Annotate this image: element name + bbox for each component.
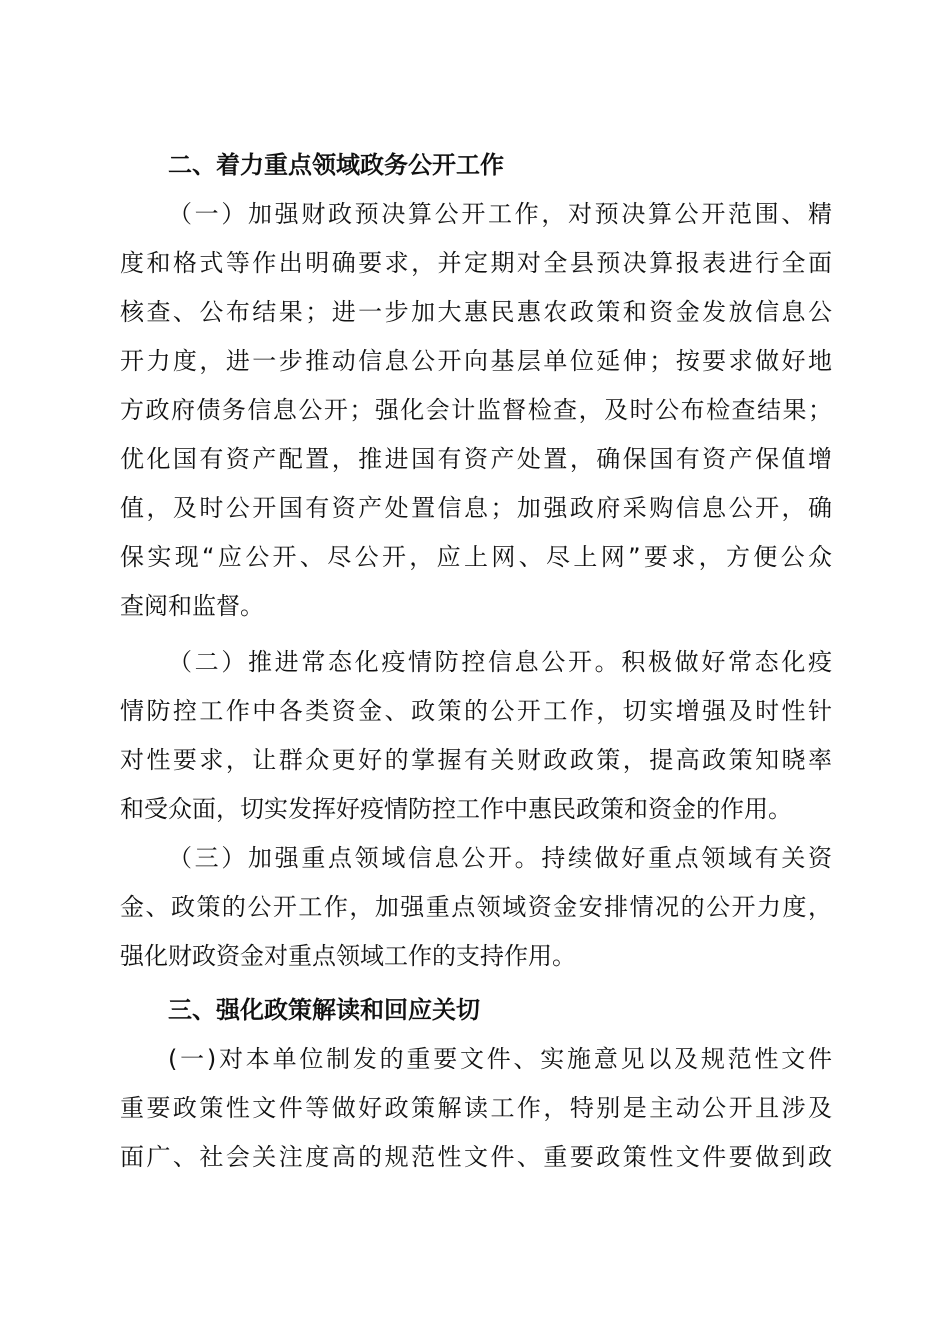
paragraph-line: 方政府债务信息公开；强化会计监督检查，及时公布检查结果； (120, 396, 832, 424)
section-heading-3: 三、强化政策解读和回应关切 (168, 996, 480, 1024)
paragraph-line: 情防控工作中各类资金、政策的公开工作，切实增强及时性针 (120, 697, 832, 725)
paragraph-line: （二）推进常态化疫情防控信息公开。积极做好常态化疫 (168, 648, 832, 676)
paragraph-line: 面广、社会关注度高的规范性文件、重要政策性文件要做到政 (120, 1143, 832, 1171)
paragraph-line: 金、政策的公开工作，加强重点领域资金安排情况的公开力度， (120, 893, 832, 921)
paragraph-line: 值，及时公开国有资产处置信息；加强政府采购信息公开，确 (120, 494, 832, 522)
paragraph-line: 保实现“应公开、尽公开，应上网、尽上网”要求，方便公众 (120, 543, 832, 571)
paragraph-line: 优化国有资产配置，推进国有资产处置，确保国有资产保值增 (120, 445, 832, 473)
paragraph-line: 度和格式等作出明确要求，并定期对全县预决算报表进行全面 (120, 249, 832, 277)
paragraph-line: 开力度，进一步推动信息公开向基层单位延伸；按要求做好地 (120, 347, 832, 375)
paragraph-line: 查阅和监督。 (120, 592, 264, 620)
paragraph-line: 和受众面，切实发挥好疫情防控工作中惠民政策和资金的作用。 (120, 795, 792, 823)
paragraph-line: (一)对本单位制发的重要文件、实施意见以及规范性文件 (168, 1045, 832, 1073)
paragraph-line: 强化财政资金对重点领域工作的支持作用。 (120, 942, 576, 970)
paragraph-line: 对性要求，让群众更好的掌握有关财政政策，提高政策知晓率 (120, 746, 832, 774)
paragraph-line: 重要政策性文件等做好政策解读工作，特别是主动公开且涉及 (120, 1094, 832, 1122)
paragraph-line: 核查、公布结果；进一步加大惠民惠农政策和资金发放信息公 (120, 298, 832, 326)
paragraph-line: （三）加强重点领域信息公开。持续做好重点领域有关资 (168, 844, 832, 872)
section-heading-2: 二、着力重点领域政务公开工作 (168, 151, 504, 179)
paragraph-line: （一）加强财政预决算公开工作，对预决算公开范围、精 (168, 200, 832, 228)
